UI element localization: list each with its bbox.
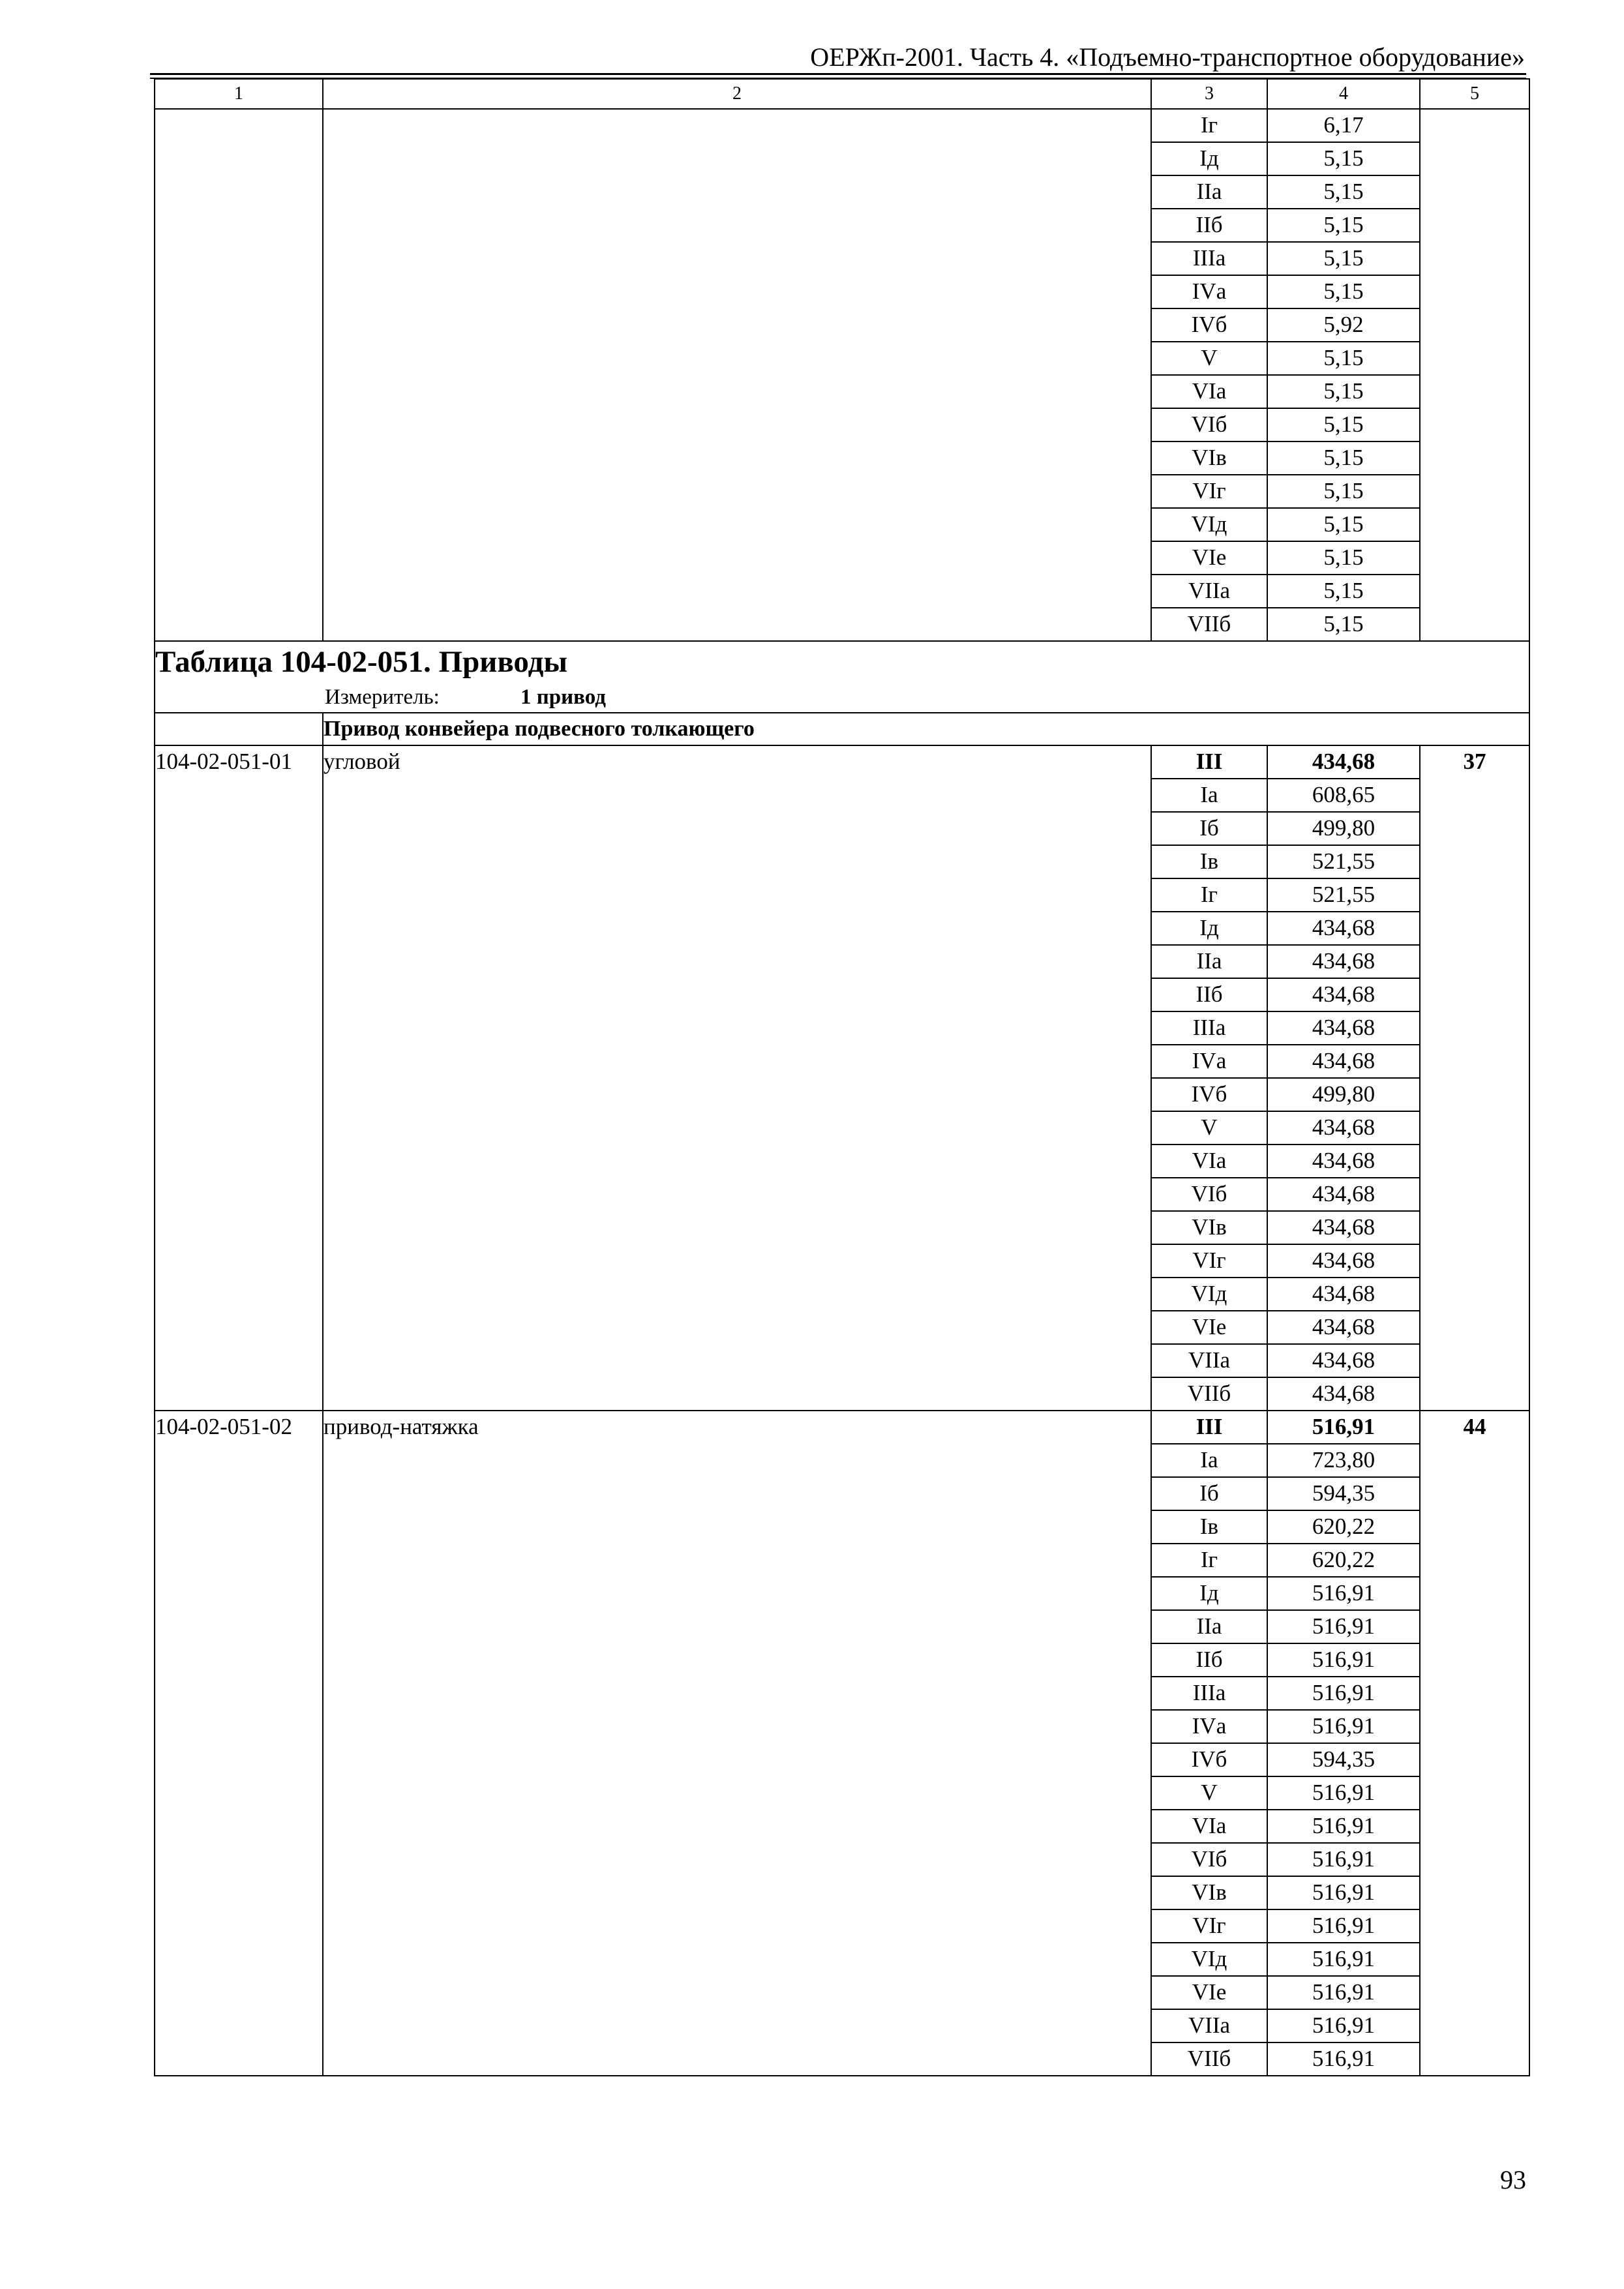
item-name: угловой: [323, 745, 1151, 1411]
region-cell: VIд: [1151, 508, 1267, 541]
value-cell: 516,91: [1267, 1976, 1420, 2009]
value-cell: 5,15: [1267, 209, 1420, 242]
table-row: [155, 745, 1529, 779]
value-cell: 5,15: [1267, 275, 1420, 308]
value-cell: 608,65: [1267, 779, 1420, 812]
region-cell: Iб: [1151, 812, 1267, 845]
region-cell: VIг: [1151, 1909, 1267, 1943]
region-cell: VIIа: [1151, 2009, 1267, 2042]
region-cell: VIв: [1151, 1876, 1267, 1909]
region-cell: V: [1151, 342, 1267, 375]
region-cell: VIв: [1151, 441, 1267, 475]
region-cell: III: [1151, 745, 1267, 779]
value-cell: 5,15: [1267, 608, 1420, 641]
value-cell: 434,68: [1267, 1144, 1420, 1178]
region-cell: Iг: [1151, 109, 1267, 142]
price-table: [154, 78, 1530, 2076]
region-cell: IIб: [1151, 209, 1267, 242]
value-cell: 6,17: [1267, 109, 1420, 142]
region-cell: Iб: [1151, 1477, 1267, 1510]
running-header: ОЕРЖп-2001. Часть 4. «Подъемно-транспортное оборудование»: [810, 42, 1525, 72]
item-code: 104-02-051-01: [155, 745, 323, 1411]
value-cell: 5,15: [1267, 142, 1420, 175]
page-number: 93: [1500, 2165, 1526, 2194]
region-cell: Iг: [1151, 878, 1267, 912]
region-cell: IVб: [1151, 1078, 1267, 1111]
value-cell: 5,15: [1267, 408, 1420, 441]
value-cell: 434,68: [1267, 945, 1420, 978]
value-cell: 516,91: [1267, 2009, 1420, 2042]
region-cell: IIIа: [1151, 1011, 1267, 1045]
region-cell: Iд: [1151, 1577, 1267, 1610]
region-cell: VIг: [1151, 1244, 1267, 1278]
value-cell: 620,22: [1267, 1510, 1420, 1544]
region-cell: Iд: [1151, 142, 1267, 175]
region-cell: VIб: [1151, 1178, 1267, 1211]
value-cell: 434,68: [1267, 1377, 1420, 1411]
region-cell: IVа: [1151, 1045, 1267, 1078]
value-cell: 434,68: [1267, 1244, 1420, 1278]
value-cell: 516,91: [1267, 2042, 1420, 2076]
value-cell: 521,55: [1267, 878, 1420, 912]
region-cell: VIв: [1151, 1211, 1267, 1244]
region-cell: V: [1151, 1776, 1267, 1810]
value-cell: 434,68: [1267, 1211, 1420, 1244]
region-cell: VIг: [1151, 475, 1267, 508]
table-row: [155, 1411, 1529, 1444]
value-cell: 516,91: [1267, 1677, 1420, 1710]
value-cell: 499,80: [1267, 1078, 1420, 1111]
column-number: 4: [1267, 79, 1420, 109]
region-cell: V: [1151, 1111, 1267, 1144]
region-cell: VIа: [1151, 1810, 1267, 1843]
value-cell: 620,22: [1267, 1544, 1420, 1577]
table-title-row: [155, 641, 1529, 713]
value-cell: 521,55: [1267, 845, 1420, 878]
value-cell: 5,15: [1267, 575, 1420, 608]
value-cell: 5,15: [1267, 175, 1420, 209]
region-cell: IVа: [1151, 275, 1267, 308]
unit-line: [155, 682, 1529, 712]
region-cell: IVб: [1151, 308, 1267, 342]
value-cell: 434,68: [1267, 1045, 1420, 1078]
subheading: Привод конвейера подвесного толкающего: [323, 713, 1529, 745]
value-cell: 5,15: [1267, 242, 1420, 275]
region-cell: VIе: [1151, 1976, 1267, 2009]
table-row: [155, 109, 1529, 142]
value-cell: 5,15: [1267, 441, 1420, 475]
region-cell: IIа: [1151, 945, 1267, 978]
region-cell: IIа: [1151, 175, 1267, 209]
region-cell: IVб: [1151, 1743, 1267, 1776]
region-cell: IIIа: [1151, 1677, 1267, 1710]
value-cell: 434,68: [1267, 1344, 1420, 1377]
region-cell: IIб: [1151, 978, 1267, 1011]
value-cell: 434,68: [1267, 978, 1420, 1011]
value-cell: 516,91: [1267, 1810, 1420, 1843]
value-cell: 516,91: [1267, 1411, 1420, 1444]
region-cell: III: [1151, 1411, 1267, 1444]
value-cell: 434,68: [1267, 1278, 1420, 1311]
region-cell: VIд: [1151, 1943, 1267, 1976]
table-title: Таблица 104-02-051. Приводы: [155, 645, 568, 679]
value-cell: 434,68: [1267, 1311, 1420, 1344]
region-cell: VIб: [1151, 408, 1267, 441]
value-cell: 723,80: [1267, 1444, 1420, 1477]
column-number: 5: [1420, 79, 1529, 109]
value-cell: 5,15: [1267, 475, 1420, 508]
value-cell: 434,68: [1267, 1111, 1420, 1144]
region-cell: VIа: [1151, 1144, 1267, 1178]
value-cell: 516,91: [1267, 1643, 1420, 1677]
column-number-row: [155, 79, 1529, 109]
value-cell: 516,91: [1267, 1843, 1420, 1876]
region-cell: VIе: [1151, 1311, 1267, 1344]
value-cell: 5,15: [1267, 541, 1420, 575]
code-cell-empty: [155, 109, 323, 641]
number-cell-empty: [1420, 109, 1529, 641]
value-cell: 434,68: [1267, 745, 1420, 779]
region-cell: Iа: [1151, 779, 1267, 812]
value-cell: 516,91: [1267, 1710, 1420, 1743]
value-cell: 434,68: [1267, 912, 1420, 945]
region-cell: VIд: [1151, 1278, 1267, 1311]
region-cell: IIIа: [1151, 242, 1267, 275]
subheading-row: [155, 713, 1529, 745]
region-cell: Iг: [1151, 1544, 1267, 1577]
header-rule: [150, 73, 1526, 75]
region-cell: Iв: [1151, 845, 1267, 878]
value-cell: 516,91: [1267, 1876, 1420, 1909]
value-cell: 5,15: [1267, 375, 1420, 408]
value-cell: 516,91: [1267, 1909, 1420, 1943]
region-cell: VIб: [1151, 1843, 1267, 1876]
value-cell: 516,91: [1267, 1610, 1420, 1643]
region-cell: IVа: [1151, 1710, 1267, 1743]
item-code: 104-02-051-02: [155, 1411, 323, 2076]
value-cell: 516,91: [1267, 1776, 1420, 1810]
price-table-body: [155, 79, 1529, 2076]
region-cell: VIIб: [1151, 608, 1267, 641]
value-cell: 5,15: [1267, 342, 1420, 375]
region-cell: VIIб: [1151, 1377, 1267, 1411]
unit-value: 1 привод: [520, 685, 606, 709]
region-cell: IIа: [1151, 1610, 1267, 1643]
value-cell: 516,91: [1267, 1943, 1420, 1976]
region-cell: VIIа: [1151, 1344, 1267, 1377]
region-cell: Iа: [1151, 1444, 1267, 1477]
region-cell: Iд: [1151, 912, 1267, 945]
name-cell-empty: [323, 109, 1151, 641]
column-number: 2: [323, 79, 1151, 109]
table-title-cell: [155, 641, 1529, 713]
region-cell: Iв: [1151, 1510, 1267, 1544]
value-cell: 5,92: [1267, 308, 1420, 342]
region-cell: VIIб: [1151, 2042, 1267, 2076]
value-cell: 434,68: [1267, 1011, 1420, 1045]
unit-label: Измеритель:: [325, 685, 440, 709]
item-number: 37: [1420, 745, 1529, 1411]
value-cell: 594,35: [1267, 1743, 1420, 1776]
value-cell: 499,80: [1267, 812, 1420, 845]
value-cell: 516,91: [1267, 1577, 1420, 1610]
region-cell: VIIа: [1151, 575, 1267, 608]
region-cell: IIб: [1151, 1643, 1267, 1677]
value-cell: 5,15: [1267, 508, 1420, 541]
column-number: 1: [155, 79, 323, 109]
item-name: привод-натяжка: [323, 1411, 1151, 2076]
region-cell: VIа: [1151, 375, 1267, 408]
value-cell: 434,68: [1267, 1178, 1420, 1211]
value-cell: 594,35: [1267, 1477, 1420, 1510]
item-number: 44: [1420, 1411, 1529, 2076]
column-number: 3: [1151, 79, 1267, 109]
region-cell: VIе: [1151, 541, 1267, 575]
subheading-code-empty: [155, 713, 323, 745]
